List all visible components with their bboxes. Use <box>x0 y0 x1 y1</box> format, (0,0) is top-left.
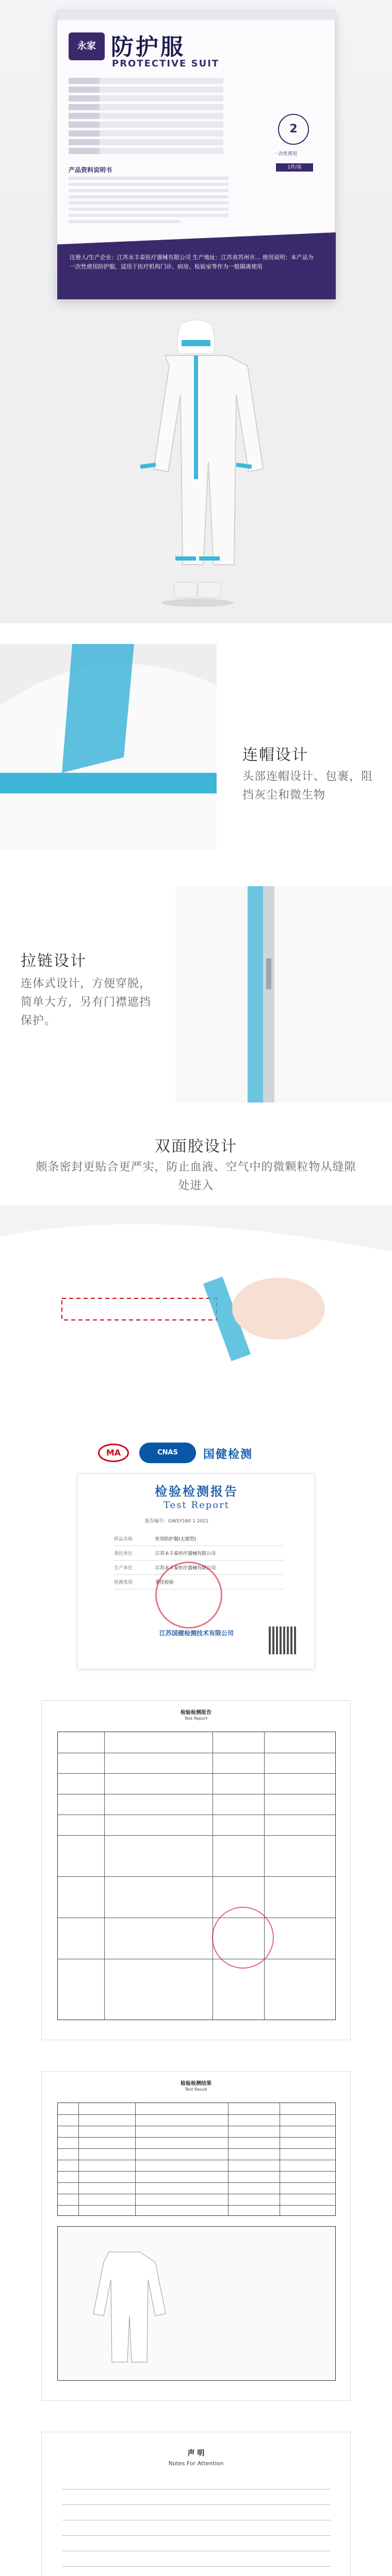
report-row: 委托单位 江苏永丰泰医疗器械有限公司 <box>114 1546 284 1561</box>
cnas-logo: CNAS <box>139 1443 196 1463</box>
package-seal-band <box>57 11 336 20</box>
report-page-2-subtitle: Test Report <box>184 1716 208 1721</box>
package-bag <box>57 10 335 299</box>
package-spec-table <box>69 78 223 157</box>
report-page-4 <box>41 2432 351 2576</box>
brand-logo: 永家 <box>69 32 105 60</box>
package-info-label: 产品资料说明书 <box>69 166 112 174</box>
tape-feature-desc: 颇条密封更贴合更严实，防止血液、空气中的微颗粒物从缝隙处进入 <box>36 1161 356 1192</box>
report-page-4-subtitle: Notes For Attention <box>168 2460 224 2467</box>
report-page-3-title: 检验检测结果 <box>181 2081 211 2087</box>
report-company: 江苏国健检测技术有限公司 <box>159 1630 234 1637</box>
result-table <box>57 2103 336 2216</box>
report-page-4-title: 声 明 <box>187 2449 205 2458</box>
hood-feature-desc: 头部连帽设计、包裹，阻挡灰尘和微生物 <box>242 770 373 802</box>
report-cover <box>77 1473 315 1669</box>
package-hero <box>0 0 392 623</box>
red-seal-stamp <box>155 1562 222 1629</box>
report-row: 检测类别 委托检验 <box>114 1575 284 1589</box>
ma-logo: MA <box>98 1444 129 1462</box>
hood-detail-photo <box>0 644 217 850</box>
report-page-3 <box>41 2071 351 2401</box>
single-use-badge-icon: 2 <box>278 114 309 145</box>
package-info-lines <box>69 177 228 226</box>
report-cover-title: 检验检测报告 <box>155 1484 238 1499</box>
tape-detail-photo <box>0 1206 392 1412</box>
notes-body <box>62 2479 331 2576</box>
package-title-cn: 防护服 <box>111 34 185 60</box>
report-cover-subtitle: Test Report <box>164 1500 230 1511</box>
report-table <box>57 1732 336 2020</box>
report-page-2-title: 检验检测报告 <box>181 1710 211 1716</box>
red-seal-stamp <box>212 1907 274 1969</box>
report-page-3-subtitle: Test Result <box>185 2087 207 2092</box>
report-row: 样品名称 医用防护服(无菌型) <box>114 1532 284 1546</box>
qr-code-icon <box>269 1626 297 1654</box>
hood-feature-title: 连帽设计 <box>242 746 308 764</box>
package-title-en: PROTECTIVE SUIT <box>112 58 220 69</box>
package-footer-text: 注册人/生产企业：江苏永丰泰医疗器械有限公司 生产地址：江苏省苏州市… 使用说明：本产品为一次性使用防护服，适用于医疗机构门诊、病房、检验室等作为一般隔离使用 <box>70 254 314 270</box>
protective-suit-image <box>0 314 392 623</box>
report-number: 报告编号：GWSY160 1 2021 <box>145 1519 209 1524</box>
lab-brand: 国健检测 <box>203 1448 253 1461</box>
tape-feature-title: 双面胶设计 <box>155 1138 237 1156</box>
zipper-feature-desc: 连体式设计，方便穿脱，简单大方，另有门襟遮挡保护。 <box>21 977 152 1027</box>
report-row: 生产单位 江苏永丰泰医疗器械有限公司 <box>114 1561 284 1575</box>
package-qty: 1件/袋 <box>276 163 313 172</box>
sample-suit-photo <box>73 2242 176 2365</box>
single-use-note: 一次性使用 <box>274 151 298 157</box>
zipper-detail-photo <box>175 886 392 1103</box>
report-page-2 <box>41 1700 351 2040</box>
zipper-feature-title: 拉链设计 <box>21 952 87 970</box>
report-header <box>0 1437 392 1468</box>
